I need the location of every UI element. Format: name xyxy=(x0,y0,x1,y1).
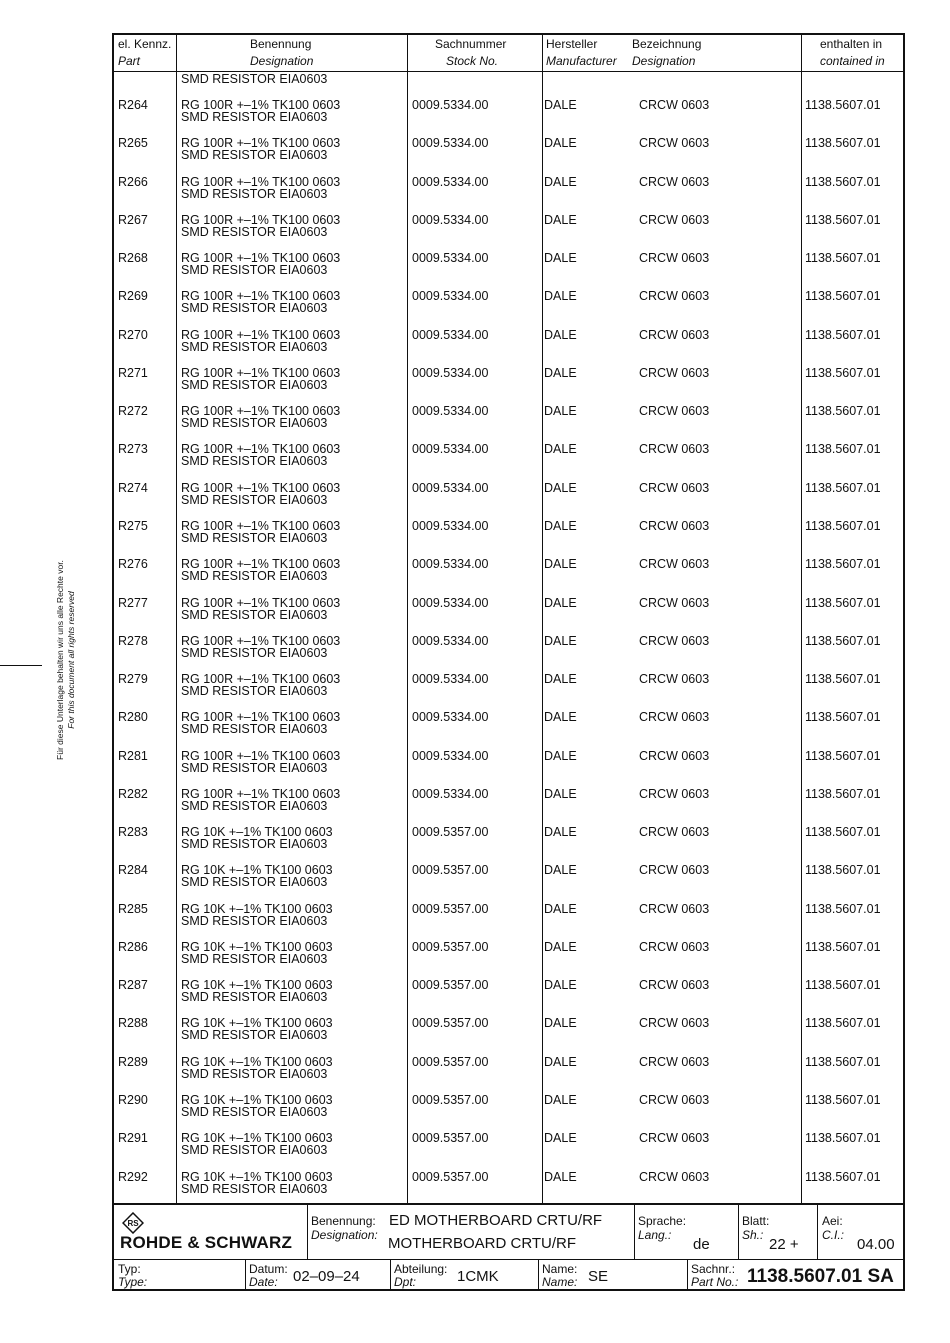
manufacturer: DALE xyxy=(544,633,577,648)
footer-divider xyxy=(245,1259,246,1291)
manufacturer-designation: CRCW 0603 xyxy=(639,939,710,954)
manufacturer: DALE xyxy=(544,748,577,763)
ci-value: 04.00 xyxy=(857,1236,895,1253)
manufacturer: DALE xyxy=(544,174,577,189)
table-row xyxy=(114,788,903,826)
footer-divider xyxy=(738,1203,739,1259)
stock-number: 0009.5334.00 xyxy=(412,672,489,687)
contained-in: 1138.5607.01 xyxy=(805,442,881,457)
contained-in: 1138.5607.01 xyxy=(805,557,881,572)
part-id: R282 xyxy=(118,786,148,801)
description-line2: SMD RESISTOR EIA0603 xyxy=(181,263,328,278)
table-row xyxy=(114,520,903,558)
carryover-description: SMD RESISTOR EIA0603 xyxy=(181,72,328,86)
partno-value: 1138.5607.01 SA xyxy=(747,1266,894,1287)
part-id: R288 xyxy=(118,1016,148,1031)
sachnr-label: Sachnr.: xyxy=(691,1262,736,1276)
manufacturer-designation: CRCW 0603 xyxy=(639,901,710,916)
aei-label: Aei: xyxy=(822,1214,843,1228)
description-line2: SMD RESISTOR EIA0603 xyxy=(181,798,328,813)
table-row xyxy=(114,290,903,328)
manufacturer: DALE xyxy=(544,786,577,801)
stock-number: 0009.5334.00 xyxy=(412,633,489,648)
part-id: R265 xyxy=(118,136,148,151)
part-id: R275 xyxy=(118,518,148,533)
description-line2: SMD RESISTOR EIA0603 xyxy=(181,1105,328,1120)
stock-number: 0009.5357.00 xyxy=(412,1016,489,1031)
stock-number: 0009.5357.00 xyxy=(412,1093,489,1108)
stock-number: 0009.5334.00 xyxy=(412,174,489,189)
manufacturer: DALE xyxy=(544,863,577,878)
description-line2: SMD RESISTOR EIA0603 xyxy=(181,837,328,852)
footer-mid-divider xyxy=(114,1259,903,1260)
part-id: R273 xyxy=(118,442,148,457)
margin-tick xyxy=(0,665,42,666)
table-row xyxy=(114,1132,903,1170)
description-line1: RG 10K +–1% TK100 0603 xyxy=(181,1169,333,1184)
rs-logo-icon xyxy=(122,1212,144,1234)
description-line2: SMD RESISTOR EIA0603 xyxy=(181,990,328,1005)
stock-number: 0009.5334.00 xyxy=(412,786,489,801)
name-de-label: Name: xyxy=(542,1262,578,1276)
manufacturer: DALE xyxy=(544,442,577,457)
description-line1: RG 100R +–1% TK100 0603 xyxy=(181,672,341,687)
contained-in: 1138.5607.01 xyxy=(805,289,881,304)
description-line1: RG 100R +–1% TK100 0603 xyxy=(181,557,341,572)
table-row xyxy=(114,99,903,137)
part-id: R271 xyxy=(118,365,148,380)
part-id: R281 xyxy=(118,748,148,763)
manufacturer: DALE xyxy=(544,978,577,993)
manufacturer-designation: CRCW 0603 xyxy=(639,404,710,419)
stock-number: 0009.5334.00 xyxy=(412,442,489,457)
description-line1: RG 100R +–1% TK100 0603 xyxy=(181,518,341,533)
part-id: R290 xyxy=(118,1093,148,1108)
description-line1: RG 100R +–1% TK100 0603 xyxy=(181,786,341,801)
manufacturer-designation: CRCW 0603 xyxy=(639,98,710,112)
rights-notice-de: Für diese Unterlage behalten wir uns alle Rechte vor. xyxy=(55,560,65,760)
contained-in: 1138.5607.01 xyxy=(805,901,881,916)
part-id: R268 xyxy=(118,251,148,266)
description-line2: SMD RESISTOR EIA0603 xyxy=(181,110,328,124)
description-line2: SMD RESISTOR EIA0603 xyxy=(181,951,328,966)
manufacturer-designation: CRCW 0603 xyxy=(639,442,710,457)
stock-number: 0009.5334.00 xyxy=(412,710,489,725)
lang-value: de xyxy=(693,1236,710,1253)
table-row xyxy=(114,252,903,290)
footer-divider xyxy=(538,1259,539,1291)
contained-in: 1138.5607.01 xyxy=(805,1131,881,1146)
stock-number: 0009.5357.00 xyxy=(412,825,489,840)
contained-in: 1138.5607.01 xyxy=(805,404,881,419)
manufacturer: DALE xyxy=(544,365,577,380)
dpt-value: 1CMK xyxy=(457,1268,499,1285)
footer-divider xyxy=(687,1259,688,1291)
description-line1: RG 100R +–1% TK100 0603 xyxy=(181,174,341,189)
description-line2: SMD RESISTOR EIA0603 xyxy=(181,760,328,775)
date-label: Date: xyxy=(249,1275,278,1289)
title-en: MOTHERBOARD CRTU/RF xyxy=(388,1235,577,1252)
manufacturer: DALE xyxy=(544,825,577,840)
manufacturer: DALE xyxy=(544,939,577,954)
manufacturer-designation: CRCW 0603 xyxy=(639,1016,710,1031)
contained-in: 1138.5607.01 xyxy=(805,825,881,840)
manufacturer: DALE xyxy=(544,710,577,725)
stock-number: 0009.5357.00 xyxy=(412,978,489,993)
description-line2: SMD RESISTOR EIA0603 xyxy=(181,454,328,469)
part-id: R274 xyxy=(118,480,148,495)
header-stock-de: Sachnummer xyxy=(435,37,507,51)
table-row xyxy=(114,903,903,941)
manufacturer: DALE xyxy=(544,1054,577,1069)
manufacturer-designation: CRCW 0603 xyxy=(639,1054,710,1069)
description-line1: RG 10K +–1% TK100 0603 xyxy=(181,901,333,916)
description-line1: RG 100R +–1% TK100 0603 xyxy=(181,710,341,725)
sheet-label: Sh.: xyxy=(742,1228,764,1242)
stock-number: 0009.5334.00 xyxy=(412,136,489,151)
contained-in: 1138.5607.01 xyxy=(805,710,881,725)
manufacturer-designation: CRCW 0603 xyxy=(639,480,710,495)
description-line2: SMD RESISTOR EIA0603 xyxy=(181,301,328,316)
table-row xyxy=(114,673,903,711)
table-row xyxy=(114,137,903,175)
table-row xyxy=(114,405,903,443)
description-line2: SMD RESISTOR EIA0603 xyxy=(181,492,328,507)
rights-notice xyxy=(55,540,85,780)
description-line1: RG 10K +–1% TK100 0603 xyxy=(181,1093,333,1108)
part-id: R287 xyxy=(118,978,148,993)
description-line1: RG 10K +–1% TK100 0603 xyxy=(181,863,333,878)
blatt-label: Blatt: xyxy=(742,1214,770,1228)
table-row xyxy=(114,1017,903,1055)
description-line1: RG 100R +–1% TK100 0603 xyxy=(181,404,341,419)
table-row xyxy=(114,826,903,864)
table-row xyxy=(114,941,903,979)
contained-in: 1138.5607.01 xyxy=(805,327,881,342)
stock-number: 0009.5334.00 xyxy=(412,212,489,227)
manufacturer-designation: CRCW 0603 xyxy=(639,136,710,151)
manufacturer: DALE xyxy=(544,1016,577,1031)
description-line1: RG 100R +–1% TK100 0603 xyxy=(181,289,341,304)
manufacturer: DALE xyxy=(544,98,577,112)
contained-in: 1138.5607.01 xyxy=(805,518,881,533)
header-designation-en: Designation xyxy=(250,54,314,68)
contained-in: 1138.5607.01 xyxy=(805,480,881,495)
part-id: R266 xyxy=(118,174,148,189)
part-id: R289 xyxy=(118,1054,148,1069)
contained-in: 1138.5607.01 xyxy=(805,136,881,151)
manufacturer-designation: CRCW 0603 xyxy=(639,212,710,227)
table-row xyxy=(114,214,903,252)
header-part-en: Part xyxy=(118,54,141,68)
stock-number: 0009.5357.00 xyxy=(412,901,489,916)
description-line2: SMD RESISTOR EIA0603 xyxy=(181,684,328,699)
footer-divider xyxy=(634,1203,635,1259)
datum-label: Datum: xyxy=(249,1262,288,1276)
part-id: R286 xyxy=(118,939,148,954)
description-line1: RG 10K +–1% TK100 0603 xyxy=(181,1016,333,1031)
manufacturer-designation: CRCW 0603 xyxy=(639,251,710,266)
table-row xyxy=(114,864,903,902)
description-line1: RG 100R +–1% TK100 0603 xyxy=(181,633,341,648)
part-id: R267 xyxy=(118,212,148,227)
manufacturer: DALE xyxy=(544,557,577,572)
description-line1: RG 10K +–1% TK100 0603 xyxy=(181,939,333,954)
header-mfr-designation-de: Bezeichnung xyxy=(632,37,702,51)
description-line2: SMD RESISTOR EIA0603 xyxy=(181,1181,328,1196)
stock-number: 0009.5334.00 xyxy=(412,518,489,533)
table-row xyxy=(114,176,903,214)
stock-number: 0009.5334.00 xyxy=(412,327,489,342)
description-line2: SMD RESISTOR EIA0603 xyxy=(181,1066,328,1081)
stock-number: 0009.5357.00 xyxy=(412,1131,489,1146)
manufacturer-designation: CRCW 0603 xyxy=(639,633,710,648)
manufacturer: DALE xyxy=(544,404,577,419)
footer-divider xyxy=(307,1203,308,1259)
name-value: SE xyxy=(588,1268,609,1285)
table-row xyxy=(114,1056,903,1094)
part-id: R276 xyxy=(118,557,148,572)
description-line1: RG 100R +–1% TK100 0603 xyxy=(181,327,341,342)
table-row xyxy=(114,750,903,788)
manufacturer-designation: CRCW 0603 xyxy=(639,174,710,189)
part-id: R285 xyxy=(118,901,148,916)
header-contained-de: enthalten in xyxy=(820,37,883,51)
description-line1: RG 100R +–1% TK100 0603 xyxy=(181,748,341,763)
manufacturer: DALE xyxy=(544,212,577,227)
partno-label: Part No.: xyxy=(691,1275,739,1289)
description-line2: SMD RESISTOR EIA0603 xyxy=(181,186,328,201)
manufacturer-designation: CRCW 0603 xyxy=(639,1093,710,1108)
contained-in: 1138.5607.01 xyxy=(805,251,881,266)
manufacturer: DALE xyxy=(544,1169,577,1184)
manufacturer-designation: CRCW 0603 xyxy=(639,1131,710,1146)
stock-number: 0009.5334.00 xyxy=(412,404,489,419)
manufacturer: DALE xyxy=(544,901,577,916)
manufacturer: DALE xyxy=(544,1093,577,1108)
description-line2: SMD RESISTOR EIA0603 xyxy=(181,530,328,545)
table-row xyxy=(114,597,903,635)
description-line1: RG 100R +–1% TK100 0603 xyxy=(181,98,341,112)
table-row xyxy=(114,1094,903,1132)
stock-number: 0009.5334.00 xyxy=(412,480,489,495)
stock-number: 0009.5334.00 xyxy=(412,289,489,304)
header-manufacturer-de: Hersteller xyxy=(546,37,598,51)
dpt-label: Dpt: xyxy=(394,1275,417,1289)
description-line2: SMD RESISTOR EIA0603 xyxy=(181,913,328,928)
description-line1: RG 10K +–1% TK100 0603 xyxy=(181,825,333,840)
contained-in: 1138.5607.01 xyxy=(805,1016,881,1031)
part-id: R272 xyxy=(118,404,148,419)
description-line2: SMD RESISTOR EIA0603 xyxy=(181,645,328,660)
part-id: R291 xyxy=(118,1131,148,1146)
part-id: R277 xyxy=(118,595,148,610)
manufacturer: DALE xyxy=(544,595,577,610)
company-name: ROHDE & SCHWARZ xyxy=(120,1233,293,1252)
description-line1: RG 100R +–1% TK100 0603 xyxy=(181,595,341,610)
part-id: R280 xyxy=(118,710,148,725)
description-line1: RG 100R +–1% TK100 0603 xyxy=(181,212,341,227)
footer-divider xyxy=(390,1259,391,1291)
name-en-label: Name: xyxy=(542,1275,578,1289)
contained-in: 1138.5607.01 xyxy=(805,365,881,380)
header-manufacturer-en: Manufacturer xyxy=(546,54,617,68)
description-line1: RG 10K +–1% TK100 0603 xyxy=(181,1054,333,1069)
description-line2: SMD RESISTOR EIA0603 xyxy=(181,339,328,354)
description-line1: RG 10K +–1% TK100 0603 xyxy=(181,978,333,993)
manufacturer-designation: CRCW 0603 xyxy=(639,327,710,342)
type-label: Type: xyxy=(118,1275,148,1289)
part-id: R292 xyxy=(118,1169,148,1184)
part-id: R264 xyxy=(118,98,148,112)
designation-label: Designation: xyxy=(311,1228,378,1242)
sprache-label: Sprache: xyxy=(638,1214,687,1228)
contained-in: 1138.5607.01 xyxy=(805,633,881,648)
contained-in: 1138.5607.01 xyxy=(805,863,881,878)
footer-top-divider xyxy=(114,1203,903,1205)
description-line2: SMD RESISTOR EIA0603 xyxy=(181,224,328,239)
manufacturer-designation: CRCW 0603 xyxy=(639,748,710,763)
manufacturer-designation: CRCW 0603 xyxy=(639,518,710,533)
table-row xyxy=(114,558,903,596)
manufacturer-designation: CRCW 0603 xyxy=(639,365,710,380)
manufacturer-designation: CRCW 0603 xyxy=(639,710,710,725)
stock-number: 0009.5334.00 xyxy=(412,748,489,763)
table-row xyxy=(114,711,903,749)
manufacturer-designation: CRCW 0603 xyxy=(639,595,710,610)
part-id: R270 xyxy=(118,327,148,342)
description-line1: RG 100R +–1% TK100 0603 xyxy=(181,365,341,380)
description-line2: SMD RESISTOR EIA0603 xyxy=(181,569,328,584)
contained-in: 1138.5607.01 xyxy=(805,595,881,610)
table-row xyxy=(114,329,903,367)
date-value: 02–09–24 xyxy=(293,1268,360,1285)
stock-number: 0009.5334.00 xyxy=(412,557,489,572)
manufacturer: DALE xyxy=(544,518,577,533)
manufacturer: DALE xyxy=(544,136,577,151)
description-line2: SMD RESISTOR EIA0603 xyxy=(181,148,328,163)
stock-number: 0009.5334.00 xyxy=(412,595,489,610)
contained-in: 1138.5607.01 xyxy=(805,748,881,763)
typ-label: Typ: xyxy=(118,1262,141,1276)
manufacturer: DALE xyxy=(544,251,577,266)
description-line2: SMD RESISTOR EIA0603 xyxy=(181,1028,328,1043)
description-line2: SMD RESISTOR EIA0603 xyxy=(181,377,328,392)
manufacturer: DALE xyxy=(544,289,577,304)
stock-number: 0009.5357.00 xyxy=(412,863,489,878)
manufacturer: DALE xyxy=(544,327,577,342)
header-designation-de: Benennung xyxy=(250,37,312,51)
stock-number: 0009.5334.00 xyxy=(412,251,489,266)
part-id: R278 xyxy=(118,633,148,648)
description-line1: RG 100R +–1% TK100 0603 xyxy=(181,251,341,266)
header-mfr-designation-en: Designation xyxy=(632,54,696,68)
description-line2: SMD RESISTOR EIA0603 xyxy=(181,607,328,622)
header-part-de: el. Kennz. xyxy=(118,37,172,51)
ci-label: C.I.: xyxy=(822,1228,845,1242)
contained-in: 1138.5607.01 xyxy=(805,1054,881,1069)
part-id: R284 xyxy=(118,863,148,878)
contained-in: 1138.5607.01 xyxy=(805,98,881,112)
parts-list-sheet xyxy=(112,33,905,1291)
manufacturer: DALE xyxy=(544,480,577,495)
manufacturer-designation: CRCW 0603 xyxy=(639,863,710,878)
description-line2: SMD RESISTOR EIA0603 xyxy=(181,1143,328,1158)
description-line1: RG 10K +–1% TK100 0603 xyxy=(181,1131,333,1146)
manufacturer-designation: CRCW 0603 xyxy=(639,786,710,801)
lang-label: Lang.: xyxy=(638,1228,672,1242)
stock-number: 0009.5334.00 xyxy=(412,365,489,380)
manufacturer-designation: CRCW 0603 xyxy=(639,672,710,687)
part-id: R269 xyxy=(118,289,148,304)
contained-in: 1138.5607.01 xyxy=(805,786,881,801)
header-stock-en: Stock No. xyxy=(446,54,499,68)
contained-in: 1138.5607.01 xyxy=(805,672,881,687)
manufacturer-designation: CRCW 0603 xyxy=(639,825,710,840)
contained-in: 1138.5607.01 xyxy=(805,174,881,189)
table-row xyxy=(114,979,903,1017)
stock-number: 0009.5334.00 xyxy=(412,98,489,112)
manufacturer-designation: CRCW 0603 xyxy=(639,557,710,572)
contained-in: 1138.5607.01 xyxy=(805,939,881,954)
contained-in: 1138.5607.01 xyxy=(805,1169,881,1184)
table-row xyxy=(114,482,903,520)
abteilung-label: Abteilung: xyxy=(394,1262,448,1276)
stock-number: 0009.5357.00 xyxy=(412,939,489,954)
stock-number: 0009.5357.00 xyxy=(412,1169,489,1184)
table-row xyxy=(114,635,903,673)
manufacturer: DALE xyxy=(544,1131,577,1146)
description-line2: SMD RESISTOR EIA0603 xyxy=(181,875,328,890)
description-line1: RG 100R +–1% TK100 0603 xyxy=(181,136,341,151)
manufacturer-designation: CRCW 0603 xyxy=(639,289,710,304)
part-id: R279 xyxy=(118,672,148,687)
description-line1: RG 100R +–1% TK100 0603 xyxy=(181,480,341,495)
title-de: ED MOTHERBOARD CRTU/RF xyxy=(389,1212,603,1229)
stock-number: 0009.5357.00 xyxy=(412,1054,489,1069)
table-row xyxy=(114,443,903,481)
sheet-value: 22 + xyxy=(769,1236,799,1253)
manufacturer-designation: CRCW 0603 xyxy=(639,978,710,993)
description-line1: RG 100R +–1% TK100 0603 xyxy=(181,442,341,457)
contained-in: 1138.5607.01 xyxy=(805,1093,881,1108)
description-line2: SMD RESISTOR EIA0603 xyxy=(181,416,328,431)
contained-in: 1138.5607.01 xyxy=(805,212,881,227)
contained-in: 1138.5607.01 xyxy=(805,978,881,993)
table-row xyxy=(114,367,903,405)
manufacturer-designation: CRCW 0603 xyxy=(639,1169,710,1184)
manufacturer: DALE xyxy=(544,672,577,687)
header-contained-en: contained in xyxy=(820,54,885,68)
description-line2: SMD RESISTOR EIA0603 xyxy=(181,722,328,737)
benennung-label: Benennung: xyxy=(311,1214,376,1228)
rights-notice-en: For this document all rights reserved xyxy=(66,591,76,729)
footer-divider xyxy=(817,1203,818,1259)
part-id: R283 xyxy=(118,825,148,840)
svg-text:RS: RS xyxy=(127,1219,139,1228)
